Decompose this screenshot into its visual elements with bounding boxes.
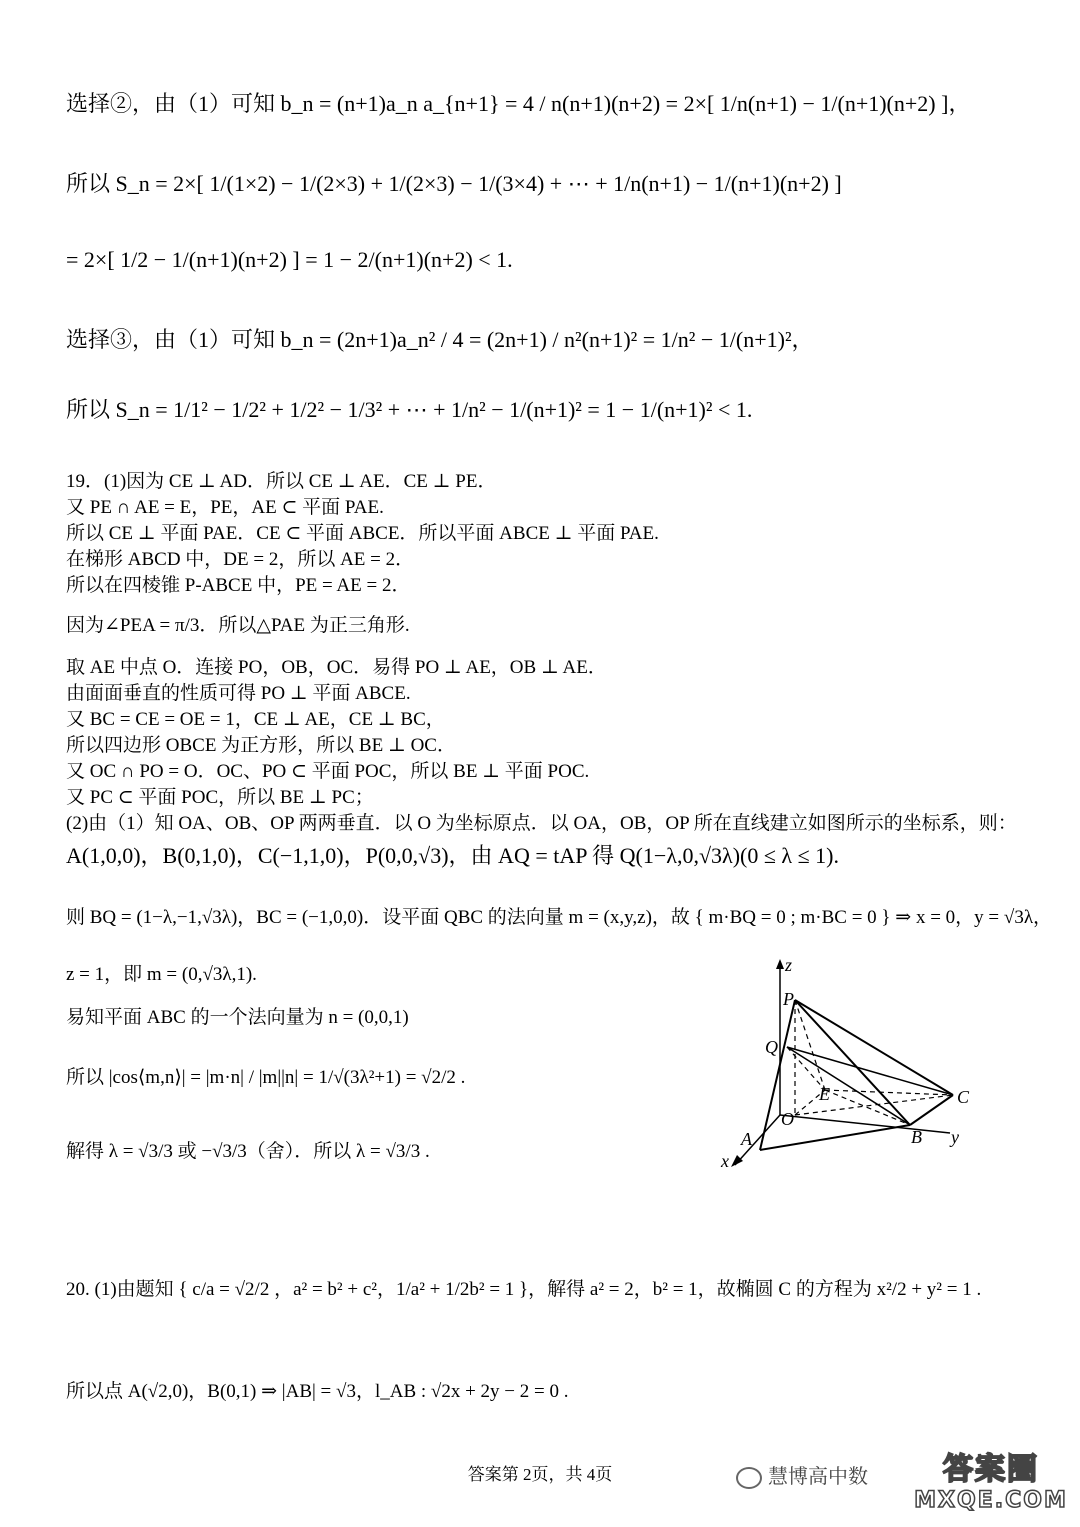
label-Q: Q xyxy=(765,1037,778,1057)
y-axis xyxy=(780,1115,950,1133)
line-13: 由面面垂直的性质可得 PO ⊥ 平面 ABCE. xyxy=(66,683,411,704)
line-2: 所以 S_n = 2×[ 1/(1×2) − 1/(2×3) + 1/(2×3) − 1/(3×4) + ⋯ + 1/n(n+1) − 1/(n+1)(n+2) ] xyxy=(66,171,842,196)
label-x: x xyxy=(721,1151,729,1171)
watermark-bottom: MXQE.COM xyxy=(914,1487,1068,1513)
line-26: 所以点 A(√2,0)，B(0,1) ⇒ |AB| = √3，l_AB : √2x + 2y − 2 = 0 . xyxy=(66,1381,569,1402)
line-19: A(1,0,0)，B(0,1,0)，C(−1,1,0)，P(0,0,√3)，由 AQ = tAP 得 Q(1−λ,0,√3λ)(0 ≤ λ ≤ 1). xyxy=(66,843,839,868)
brand-text-wrap xyxy=(736,1460,868,1489)
label-B: B xyxy=(911,1127,922,1147)
line-20: 则 BQ = (1−λ,−1,√3λ)，BC = (−1,0,0)．设平面 QBC 的法向量 m = (x,y,z)，故 { m·BQ = 0 ; m·BC = 0 } ⇒ x = 0，y = √3λ， xyxy=(66,907,1053,928)
line-6: 19．(1)因为 CE ⊥ AD．所以 CE ⊥ AE．CE ⊥ PE． xyxy=(66,471,497,492)
wechat-icon xyxy=(736,1467,762,1489)
label-y: y xyxy=(951,1127,959,1147)
line-7: 又 PE ∩ AE = E，PE，AE ⊂ 平面 PAE. xyxy=(66,497,384,518)
line-4: 选择③，由（1）可知 b_n = (2n+1)a_n² / 4 = (2n+1) / n²(n+1)² = 1/n² − 1/(n+1)²， xyxy=(66,327,814,352)
line-8: 所以 CE ⊥ 平面 PAE．CE ⊂ 平面 ABCE．所以平面 ABCE ⊥ 平面 PAE. xyxy=(66,523,659,544)
line-14: 又 BC = CE = OE = 1，CE ⊥ AE，CE ⊥ BC， xyxy=(66,709,445,730)
line-10: 所以在四棱锥 P-ABCE 中，PE = AE = 2． xyxy=(66,575,411,596)
line-11: 因为∠PEA = π/3．所以△PAE 为正三角形. xyxy=(66,615,410,636)
line-21: z = 1，即 m = (0,√3λ,1). xyxy=(66,964,257,985)
line-5: 所以 S_n = 1/1² − 1/2² + 1/2² − 1/3² + ⋯ + 1/n² − 1/(n+1)² = 1 − 1/(n+1)² < 1. xyxy=(66,397,753,422)
edge-PC xyxy=(795,1000,953,1095)
line-9: 在梯形 ABCD 中，DE = 2，所以 AE = 2． xyxy=(66,549,415,570)
line-15: 所以四边形 OBCE 为正方形，所以 BE ⊥ OC． xyxy=(66,735,456,756)
label-C: C xyxy=(957,1087,970,1107)
watermark xyxy=(905,1432,1077,1524)
line-23: 所以 |cos⟨m,n⟩| = |m·n| / |m||n| = 1/√(3λ²+1) = √2/2 . xyxy=(66,1067,466,1088)
line-12: 取 AE 中点 O．连接 PO，OB，OC．易得 PO ⊥ AE，OB ⊥ AE． xyxy=(66,657,607,678)
label-E: E xyxy=(819,1084,830,1104)
edge-QC xyxy=(787,1047,953,1095)
z-arrow xyxy=(776,959,784,969)
label-O: O xyxy=(781,1109,794,1129)
page-footer: 答案第 2页，共 4页 xyxy=(467,1465,613,1484)
pyramid-figure xyxy=(715,955,985,1175)
line-22: 易知平面 ABC 的一个法向量为 n = (0,0,1) xyxy=(66,1007,409,1028)
line-1: 选择②，由（1）可知 b_n = (n+1)a_n a_{n+1} = 4 / n(n+1)(n+2) = 2×[ 1/n(n+1) − 1/(n+1)(n+2) ]， xyxy=(66,91,971,116)
line-25: 20. (1)由题知 { c/a = √2/2 ，a² = b² + c²，1/a² + 1/2b² = 1 }，解得 a² = 2，b² = 1，故椭圆 C 的方程为 x²/2 + y² = 1 . xyxy=(66,1279,982,1300)
line-18: (2)由（1）知 OA、OB、OP 两两垂直．以 O 为坐标原点．以 OA，OB，OP 所在直线建立如图所示的坐标系，则： xyxy=(66,813,1017,834)
edge-BC xyxy=(910,1095,953,1125)
line-16: 又 OC ∩ PO = O．OC、PO ⊂ 平面 POC，所以 BE ⊥ 平面 POC. xyxy=(66,761,590,782)
line-24: 解得 λ = √3/3 或 −√3/3（舍）．所以 λ = √3/3 . xyxy=(66,1141,430,1162)
x-arrow xyxy=(731,1155,743,1167)
watermark-top: 答案圈 xyxy=(943,1451,1039,1487)
edge-EC xyxy=(825,1090,953,1095)
brand-text: 慧博高中数 xyxy=(768,1466,868,1488)
line-3: = 2×[ 1/2 − 1/(n+1)(n+2) ] = 1 − 2/(n+1)(n+2) < 1. xyxy=(66,247,513,272)
edge-EB xyxy=(825,1090,910,1125)
label-A: A xyxy=(741,1129,752,1149)
label-P: P xyxy=(783,989,794,1009)
line-17: 又 PC ⊂ 平面 POC，所以 BE ⊥ PC； xyxy=(66,787,374,808)
label-z: z xyxy=(785,955,793,975)
edge-PE xyxy=(795,1000,825,1090)
